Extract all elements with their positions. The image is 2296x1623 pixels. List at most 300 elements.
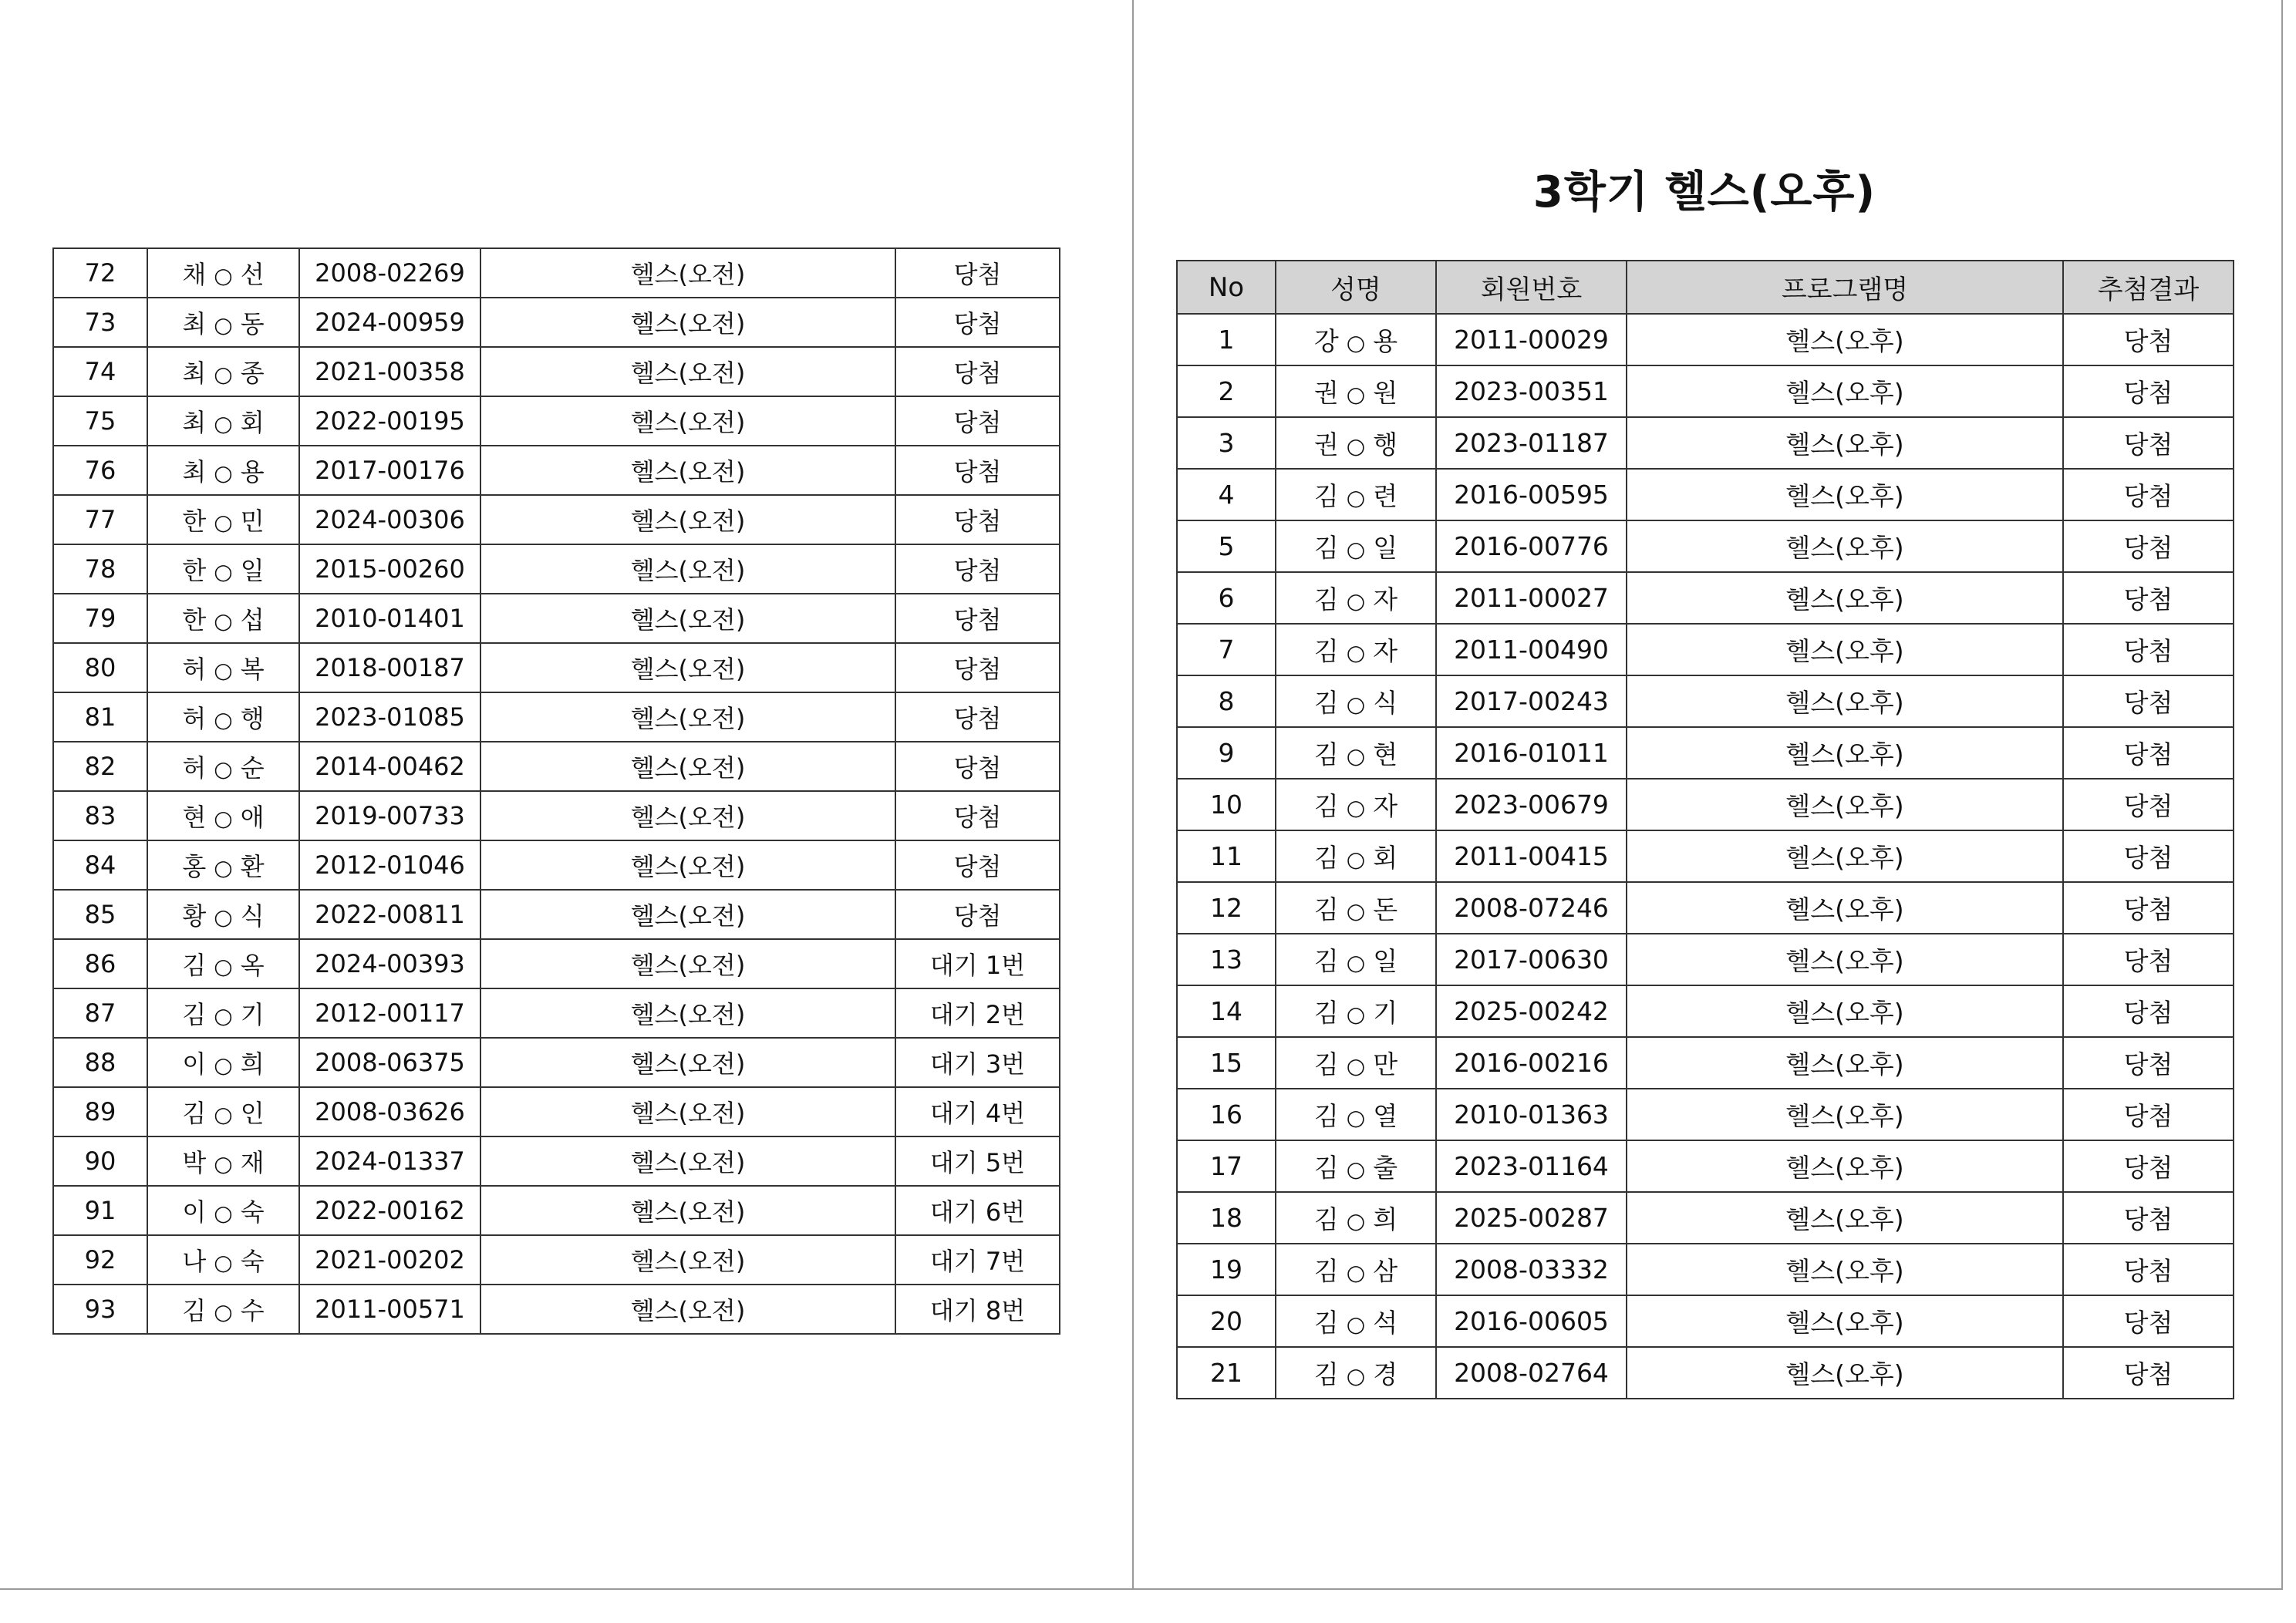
row-result: 당첨 [2063, 1347, 2234, 1399]
row-program: 헬스(오후) [1627, 1140, 2063, 1192]
row-result: 당첨 [2063, 314, 2234, 365]
row-no: 11 [1177, 830, 1276, 882]
table-row [53, 840, 1060, 890]
table-row [1177, 572, 2234, 624]
row-no: 6 [1177, 572, 1276, 624]
name-mask-circle: ○ [1346, 692, 1366, 717]
row-member-id: 2021-00358 [299, 347, 480, 396]
row-member-id: 2016-00605 [1436, 1295, 1627, 1347]
row-result: 당첨 [895, 347, 1060, 396]
row-no: 88 [53, 1038, 147, 1087]
row-member-id: 2014-00462 [299, 742, 480, 791]
table-row [1177, 882, 2234, 934]
name-mask-circle: ○ [1346, 1157, 1366, 1182]
row-program: 헬스(오후) [1627, 985, 2063, 1037]
row-no: 7 [1177, 624, 1276, 675]
row-program: 헬스(오후) [1627, 1347, 2063, 1399]
name-surname: 한 [182, 556, 207, 585]
name-surname: 김 [1313, 1204, 1339, 1234]
name-mask-circle: ○ [1346, 588, 1366, 614]
table-row [1177, 985, 2234, 1037]
name-mask-circle: ○ [214, 608, 233, 634]
row-result: 당첨 [895, 544, 1060, 594]
row-no: 8 [1177, 675, 1276, 727]
row-member-id: 2011-00571 [299, 1285, 480, 1334]
row-member-id: 2024-01337 [299, 1136, 480, 1186]
row-result: 당첨 [2063, 417, 2234, 469]
row-member-id: 2008-02764 [1436, 1347, 1627, 1399]
row-member-id: 2023-01085 [299, 692, 480, 742]
row-no: 20 [1177, 1295, 1276, 1347]
row-no: 91 [53, 1186, 147, 1235]
row-program: 헬스(오전) [480, 988, 895, 1038]
name-given: 출 [1373, 1153, 1398, 1183]
row-member-id: 2008-03626 [299, 1087, 480, 1136]
row-result: 당첨 [895, 692, 1060, 742]
table-row [53, 1136, 1060, 1186]
name-mask-circle: ○ [1346, 1260, 1366, 1285]
row-program: 헬스(오전) [480, 742, 895, 791]
table-row [53, 396, 1060, 446]
row-member-id: 2010-01401 [299, 594, 480, 643]
name-surname: 강 [1313, 326, 1339, 356]
table-row [53, 1038, 1060, 1087]
name-given: 환 [240, 852, 265, 881]
row-name [1276, 934, 1436, 985]
name-mask-circle: ○ [1346, 1002, 1366, 1027]
table-row [1177, 779, 2234, 830]
row-result: 당첨 [2063, 985, 2234, 1037]
row-member-id: 2015-00260 [299, 544, 480, 594]
name-mask-circle: ○ [214, 904, 233, 930]
name-given: 자 [1373, 791, 1398, 821]
row-name [147, 1136, 299, 1186]
row-name [1276, 1140, 1436, 1192]
row-member-id: 2012-01046 [299, 840, 480, 890]
row-member-id: 2017-00176 [299, 446, 480, 495]
name-given: 련 [1373, 481, 1398, 511]
name-surname: 김 [182, 1099, 207, 1128]
name-given: 숙 [240, 1197, 265, 1227]
table-row [53, 890, 1060, 939]
table-row [53, 248, 1060, 298]
row-program: 헬스(오후) [1627, 314, 2063, 365]
row-name [1276, 1037, 1436, 1089]
name-given: 종 [240, 359, 265, 388]
name-given: 선 [240, 260, 265, 289]
row-name [147, 1285, 299, 1334]
row-member-id: 2016-00776 [1436, 520, 1627, 572]
row-result: 당첨 [2063, 365, 2234, 417]
row-no: 75 [53, 396, 147, 446]
name-given: 행 [240, 704, 265, 733]
row-no: 81 [53, 692, 147, 742]
row-name [1276, 1244, 1436, 1295]
name-surname: 김 [1313, 1049, 1339, 1079]
row-name [1276, 520, 1436, 572]
row-no: 92 [53, 1235, 147, 1285]
row-result: 당첨 [895, 643, 1060, 692]
header-no: No [1177, 261, 1276, 314]
name-mask-circle: ○ [1346, 1363, 1366, 1389]
header-row [1177, 261, 2234, 314]
row-result: 대기 8번 [895, 1285, 1060, 1334]
row-program: 헬스(오전) [480, 890, 895, 939]
row-result: 당첨 [895, 742, 1060, 791]
table-row [1177, 1192, 2234, 1244]
row-name [147, 988, 299, 1038]
row-member-id: 2025-00242 [1436, 985, 1627, 1037]
name-surname: 김 [1313, 1153, 1339, 1183]
row-member-id: 2024-00393 [299, 939, 480, 988]
row-name [147, 1087, 299, 1136]
row-result: 대기 5번 [895, 1136, 1060, 1186]
row-name [1276, 624, 1436, 675]
name-given: 일 [1373, 533, 1398, 563]
row-no: 78 [53, 544, 147, 594]
row-member-id: 2012-00117 [299, 988, 480, 1038]
row-no: 83 [53, 791, 147, 840]
name-given: 기 [240, 1000, 265, 1029]
table-row [53, 1087, 1060, 1136]
name-surname: 김 [1313, 533, 1339, 563]
row-member-id: 2023-00351 [1436, 365, 1627, 417]
name-mask-circle: ○ [214, 707, 233, 732]
row-name [147, 248, 299, 298]
name-mask-circle: ○ [214, 362, 233, 387]
table-row [1177, 417, 2234, 469]
row-name [147, 890, 299, 939]
row-program: 헬스(오전) [480, 1186, 895, 1235]
row-no: 10 [1177, 779, 1276, 830]
row-no: 16 [1177, 1089, 1276, 1140]
name-surname: 허 [182, 655, 207, 684]
row-no: 5 [1177, 520, 1276, 572]
name-mask-circle: ○ [1346, 1312, 1366, 1337]
name-mask-circle: ○ [1346, 898, 1366, 924]
name-given: 회 [1373, 843, 1398, 873]
name-surname: 김 [1313, 481, 1339, 511]
row-member-id: 2021-00202 [299, 1235, 480, 1285]
row-program: 헬스(오전) [480, 396, 895, 446]
row-member-id: 2008-07246 [1436, 882, 1627, 934]
row-no: 21 [1177, 1347, 1276, 1399]
name-mask-circle: ○ [214, 658, 233, 683]
row-result: 당첨 [2063, 624, 2234, 675]
row-result: 당첨 [895, 840, 1060, 890]
row-name [1276, 469, 1436, 520]
row-program: 헬스(오후) [1627, 1089, 2063, 1140]
name-mask-circle: ○ [1346, 795, 1366, 820]
row-member-id: 2008-06375 [299, 1038, 480, 1087]
row-no: 1 [1177, 314, 1276, 365]
name-given: 자 [1373, 636, 1398, 666]
row-result: 당첨 [2063, 572, 2234, 624]
row-program: 헬스(오후) [1627, 1192, 2063, 1244]
table-row [53, 347, 1060, 396]
row-name [147, 446, 299, 495]
page-edge-right [2281, 0, 2283, 1590]
table-row [1177, 1140, 2234, 1192]
header-name: 성명 [1276, 261, 1436, 314]
table-row [1177, 520, 2234, 572]
name-surname: 홍 [182, 852, 207, 881]
row-member-id: 2010-01363 [1436, 1089, 1627, 1140]
name-given: 용 [1373, 326, 1398, 356]
row-name [1276, 1347, 1436, 1399]
name-surname: 채 [182, 260, 207, 289]
row-name [1276, 1089, 1436, 1140]
row-no: 17 [1177, 1140, 1276, 1192]
row-member-id: 2023-01164 [1436, 1140, 1627, 1192]
row-no: 12 [1177, 882, 1276, 934]
name-given: 동 [240, 309, 265, 338]
name-mask-circle: ○ [1346, 1105, 1366, 1130]
name-surname: 황 [182, 901, 207, 931]
row-result: 당첨 [2063, 882, 2234, 934]
row-program: 헬스(오후) [1627, 830, 2063, 882]
name-given: 현 [1373, 739, 1398, 769]
name-mask-circle: ○ [1346, 485, 1366, 510]
name-mask-circle: ○ [1346, 330, 1366, 355]
name-surname: 최 [182, 359, 207, 388]
row-no: 93 [53, 1285, 147, 1334]
table-row [1177, 624, 2234, 675]
name-mask-circle: ○ [1346, 433, 1366, 459]
header-program: 프로그램명 [1627, 261, 2063, 314]
row-program: 헬스(오전) [480, 446, 895, 495]
table-row [53, 1235, 1060, 1285]
row-no: 80 [53, 643, 147, 692]
name-surname: 이 [182, 1197, 207, 1227]
table-row [1177, 469, 2234, 520]
header-result: 추첨결과 [2063, 261, 2234, 314]
row-no: 74 [53, 347, 147, 396]
name-given: 돈 [1373, 894, 1398, 924]
row-program: 헬스(오전) [480, 1087, 895, 1136]
row-program: 헬스(오후) [1627, 779, 2063, 830]
row-program: 헬스(오후) [1627, 675, 2063, 727]
name-mask-circle: ○ [1346, 537, 1366, 562]
row-name [147, 791, 299, 840]
name-given: 만 [1373, 1049, 1398, 1079]
name-surname: 김 [1313, 791, 1339, 821]
table-row [53, 692, 1060, 742]
row-no: 76 [53, 446, 147, 495]
row-name [1276, 365, 1436, 417]
row-result: 당첨 [895, 298, 1060, 347]
name-mask-circle: ○ [214, 559, 233, 584]
row-result: 당첨 [2063, 1192, 2234, 1244]
name-given: 순 [240, 753, 265, 783]
row-no: 86 [53, 939, 147, 988]
row-program: 헬스(오후) [1627, 882, 2063, 934]
row-result: 당첨 [2063, 779, 2234, 830]
row-name [1276, 1295, 1436, 1347]
row-program: 헬스(오후) [1627, 572, 2063, 624]
row-no: 77 [53, 495, 147, 544]
name-mask-circle: ○ [1346, 950, 1366, 975]
name-surname: 김 [1313, 1359, 1339, 1389]
row-program: 헬스(오전) [480, 1285, 895, 1334]
table-row [53, 1186, 1060, 1235]
table-row [1177, 1037, 2234, 1089]
table-row [53, 643, 1060, 692]
name-surname: 나 [182, 1247, 207, 1276]
page-divider [1132, 0, 1134, 1590]
row-program: 헬스(오후) [1627, 934, 2063, 985]
name-surname: 김 [1313, 946, 1339, 976]
name-given: 복 [240, 655, 265, 684]
row-no: 72 [53, 248, 147, 298]
name-given: 옥 [240, 951, 265, 980]
name-mask-circle: ○ [214, 1102, 233, 1127]
row-member-id: 2024-00306 [299, 495, 480, 544]
table-row [53, 988, 1060, 1038]
row-program: 헬스(오전) [480, 840, 895, 890]
row-program: 헬스(오전) [480, 643, 895, 692]
table-row [53, 742, 1060, 791]
row-program: 헬스(오전) [480, 1038, 895, 1087]
name-surname: 권 [1313, 429, 1339, 460]
row-program: 헬스(오후) [1627, 417, 2063, 469]
row-program: 헬스(오후) [1627, 365, 2063, 417]
name-mask-circle: ○ [214, 1052, 233, 1078]
row-member-id: 2022-00162 [299, 1186, 480, 1235]
row-no: 15 [1177, 1037, 1276, 1089]
row-name [1276, 830, 1436, 882]
name-mask-circle: ○ [214, 411, 233, 436]
row-member-id: 2022-00811 [299, 890, 480, 939]
row-name [147, 643, 299, 692]
name-given: 재 [240, 1148, 265, 1177]
row-name [1276, 675, 1436, 727]
name-given: 석 [1373, 1308, 1398, 1338]
name-mask-circle: ○ [214, 1151, 233, 1177]
row-name [147, 692, 299, 742]
name-surname: 현 [182, 803, 207, 832]
row-program: 헬스(오후) [1627, 624, 2063, 675]
table-row [1177, 830, 2234, 882]
table-row [53, 495, 1060, 544]
row-result: 대기 1번 [895, 939, 1060, 988]
header-member-id: 회원번호 [1436, 261, 1627, 314]
table-row [53, 1285, 1060, 1334]
right-table-body [1177, 314, 2234, 1399]
row-name [1276, 727, 1436, 779]
row-result: 대기 6번 [895, 1186, 1060, 1235]
row-no: 89 [53, 1087, 147, 1136]
name-given: 자 [1373, 584, 1398, 615]
row-name [1276, 572, 1436, 624]
table-row [1177, 675, 2234, 727]
row-program: 헬스(오전) [480, 248, 895, 298]
row-member-id: 2019-00733 [299, 791, 480, 840]
name-surname: 김 [182, 1000, 207, 1029]
row-result: 당첨 [2063, 934, 2234, 985]
name-surname: 김 [1313, 1256, 1339, 1286]
row-result: 대기 4번 [895, 1087, 1060, 1136]
name-mask-circle: ○ [214, 510, 233, 535]
row-name [147, 495, 299, 544]
row-result: 당첨 [2063, 830, 2234, 882]
row-name [147, 544, 299, 594]
table-row [53, 791, 1060, 840]
row-no: 85 [53, 890, 147, 939]
name-surname: 김 [182, 1296, 207, 1325]
row-no: 2 [1177, 365, 1276, 417]
row-program: 헬스(오전) [480, 347, 895, 396]
table-row [53, 446, 1060, 495]
name-mask-circle: ○ [214, 954, 233, 979]
name-surname: 권 [1313, 378, 1339, 408]
row-program: 헬스(오전) [480, 939, 895, 988]
row-result: 당첨 [2063, 469, 2234, 520]
row-result: 당첨 [895, 791, 1060, 840]
row-program: 헬스(오전) [480, 1136, 895, 1186]
name-given: 희 [1373, 1204, 1398, 1234]
row-no: 4 [1177, 469, 1276, 520]
row-program: 헬스(오후) [1627, 727, 2063, 779]
row-member-id: 2008-02269 [299, 248, 480, 298]
row-no: 18 [1177, 1192, 1276, 1244]
row-program: 헬스(오후) [1627, 1244, 2063, 1295]
row-no: 19 [1177, 1244, 1276, 1295]
row-result: 당첨 [2063, 675, 2234, 727]
row-name [147, 1038, 299, 1087]
name-mask-circle: ○ [214, 1299, 233, 1325]
row-member-id: 2011-00027 [1436, 572, 1627, 624]
row-program: 헬스(오전) [480, 544, 895, 594]
row-result: 당첨 [2063, 1037, 2234, 1089]
page-edge-bottom [0, 1588, 2283, 1590]
row-name [147, 594, 299, 643]
name-mask-circle: ○ [214, 1250, 233, 1275]
name-surname: 최 [182, 309, 207, 338]
name-given: 희 [240, 1049, 265, 1079]
row-program: 헬스(오후) [1627, 520, 2063, 572]
row-member-id: 2016-00216 [1436, 1037, 1627, 1089]
row-program: 헬스(오후) [1627, 1037, 2063, 1089]
row-result: 당첨 [895, 594, 1060, 643]
row-no: 13 [1177, 934, 1276, 985]
name-surname: 최 [182, 408, 207, 437]
name-surname: 허 [182, 704, 207, 733]
row-name [147, 840, 299, 890]
name-surname: 김 [1313, 688, 1339, 718]
name-mask-circle: ○ [214, 460, 233, 486]
row-member-id: 2025-00287 [1436, 1192, 1627, 1244]
row-result: 당첨 [2063, 727, 2234, 779]
name-given: 삼 [1373, 1256, 1398, 1286]
name-surname: 김 [1313, 636, 1339, 666]
row-no: 90 [53, 1136, 147, 1186]
row-member-id: 2016-00595 [1436, 469, 1627, 520]
name-mask-circle: ○ [1346, 743, 1366, 769]
table-row [1177, 1089, 2234, 1140]
row-result: 당첨 [895, 248, 1060, 298]
name-surname: 김 [1313, 843, 1339, 873]
row-name [147, 939, 299, 988]
row-member-id: 2011-00490 [1436, 624, 1627, 675]
left-page-table [52, 247, 1060, 1335]
name-surname: 김 [1313, 894, 1339, 924]
row-program: 헬스(오전) [480, 495, 895, 544]
row-member-id: 2008-03332 [1436, 1244, 1627, 1295]
name-surname: 김 [182, 951, 207, 980]
row-no: 3 [1177, 417, 1276, 469]
name-surname: 김 [1313, 1101, 1339, 1131]
